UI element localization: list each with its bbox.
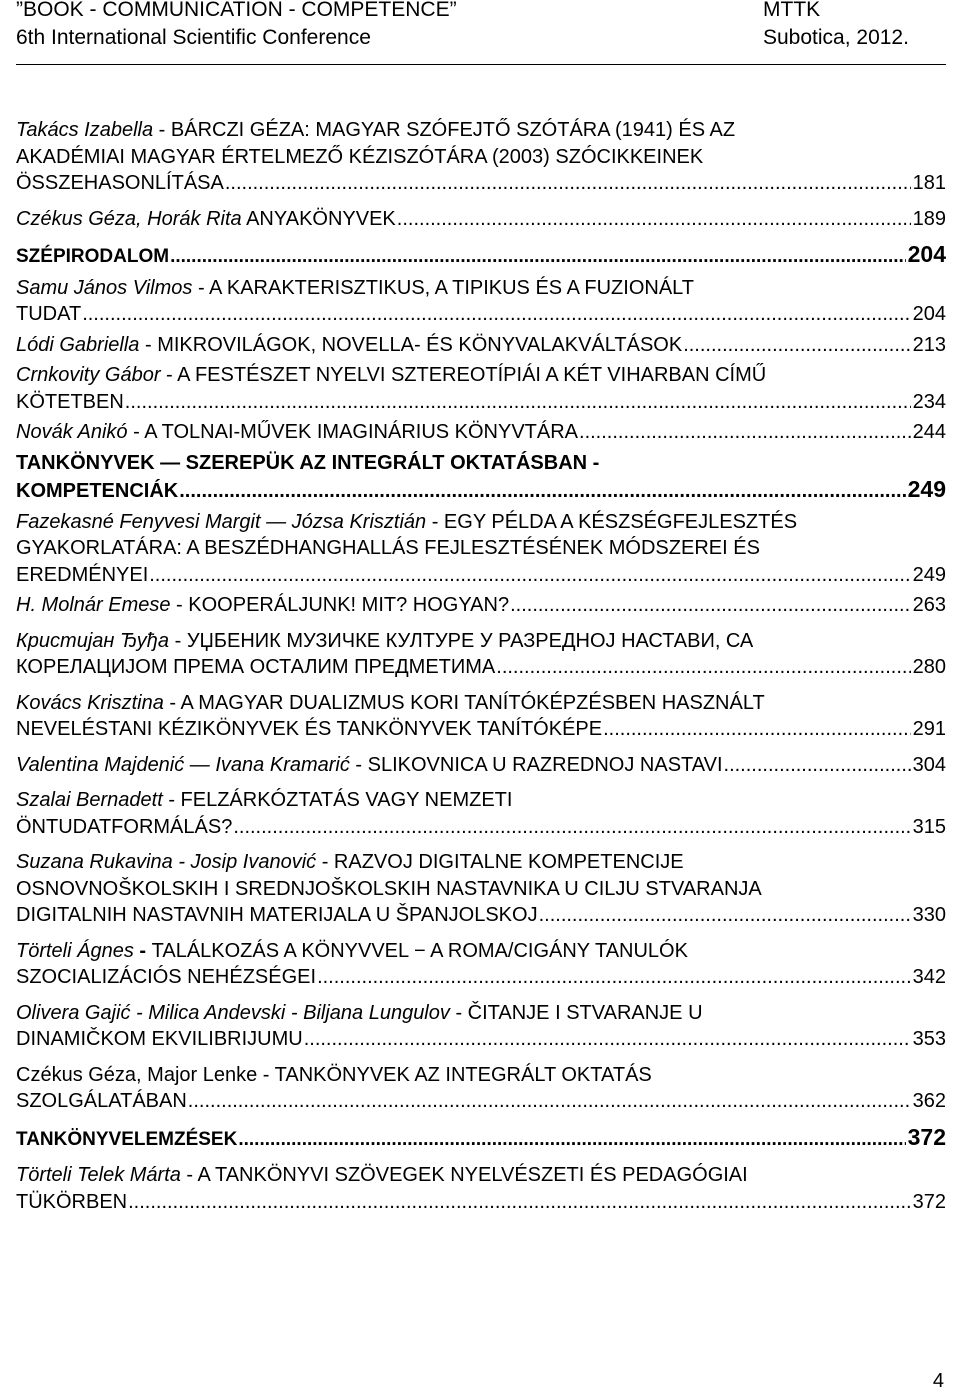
- toc-author: H. Molnár Emese: [16, 594, 171, 616]
- toc-author: Olivera Gajić - Milica Andevski - Biljana Lungulov: [16, 1001, 450, 1024]
- toc-entry[interactable]: [16, 332, 946, 359]
- toc-line-last: [16, 476, 946, 505]
- toc-entry[interactable]: [16, 752, 946, 779]
- toc-page-number: 342: [912, 966, 946, 988]
- toc-title-text: - A KARAKTERISZTIKUS, A TIPIKUS ÉS A FUZIONÁLT: [192, 276, 695, 299]
- toc-line: [16, 275, 946, 302]
- toc-line-last: [16, 389, 946, 416]
- toc-entry[interactable]: [16, 849, 946, 929]
- toc-line: [16, 362, 946, 389]
- dot-leader: [188, 1088, 911, 1115]
- toc-entry[interactable]: [16, 787, 946, 840]
- toc-line: [16, 849, 946, 876]
- toc-line: [16, 690, 946, 717]
- toc-line-last: [16, 1189, 946, 1216]
- toc-author: Czékus Géza, Horák Rita: [16, 207, 242, 230]
- toc-line: [16, 787, 946, 814]
- toc-line-text: [16, 902, 538, 929]
- toc-line-last: [16, 241, 946, 271]
- toc-line: [16, 938, 946, 965]
- toc-page-number: 330: [912, 904, 946, 926]
- toc-line-text: [16, 562, 148, 589]
- toc-title-text: - MIKROVILÁGOK, NOVELLA- ÉS KÖNYVALAKVÁLTÁSOK: [139, 333, 683, 356]
- toc-title-text: AKADÉMIAI MAGYAR ÉRTELMEZŐ KÉZISZÓTÁRA (2003) SZÓCIKKEINEK: [16, 145, 704, 168]
- toc-title-text: - SLIKOVNICA U RAZREDNOJ NASTAVI: [349, 753, 723, 776]
- toc-line: [16, 876, 946, 903]
- toc-line-text: [16, 1189, 127, 1216]
- toc-title-text: - УЏБЕНИК МУЗИЧКЕ КУЛТУРЕ У РАЗРЕДНОЈ НАСТАВИ, СА: [169, 629, 754, 652]
- toc-entry[interactable]: [16, 628, 946, 681]
- toc-title-text: - KOOPERÁLJUNK! MIT? HOGYAN?: [170, 594, 510, 616]
- toc-line: [16, 1000, 946, 1027]
- toc-line: [16, 535, 946, 562]
- toc-line-text: [16, 419, 578, 446]
- toc-line-text: [16, 332, 682, 359]
- toc-author: Crnkovity Gábor: [16, 364, 161, 386]
- toc-page-number: 362: [912, 1090, 946, 1112]
- toc-line: [16, 144, 946, 171]
- toc-line-text: [16, 716, 602, 743]
- toc-line: [16, 628, 946, 655]
- dot-leader: [724, 752, 911, 779]
- toc-title-text: SZOCIALIZÁCIÓS NEHÉZSÉGEI: [16, 966, 317, 988]
- toc-page-number: 204: [912, 303, 946, 325]
- toc-line-last: [16, 562, 946, 589]
- toc-title-text: TÜKÖRBEN: [16, 1190, 128, 1213]
- toc-title-text: Czékus Géza, Major Lenke: [16, 1063, 258, 1086]
- toc-line-last: [16, 1124, 946, 1154]
- toc-entry[interactable]: [16, 690, 946, 743]
- toc-entry[interactable]: [16, 938, 946, 991]
- toc-line-text: [16, 206, 396, 233]
- conference-subtitle: 6th International Scientific Conference: [16, 26, 371, 49]
- toc-title-text: - ČITANJE I STVARANJE U: [449, 1001, 703, 1024]
- toc-line: [16, 450, 946, 477]
- toc-line-last: [16, 964, 946, 991]
- toc-line-text: [16, 170, 224, 197]
- toc-page-number: 249: [907, 476, 946, 502]
- toc-section-heading[interactable]: [16, 241, 946, 271]
- toc-author: Кристијан Ђуђа: [16, 629, 170, 652]
- dot-leader: [579, 419, 911, 446]
- toc-page-number: 315: [912, 815, 946, 838]
- dot-leader: [304, 1026, 911, 1053]
- toc-title-text: - BÁRCZI GÉZA: MAGYAR SZÓFEJTŐ SZÓTÁRA (1941) ÉS AZ: [153, 119, 736, 141]
- toc-title-text: KOMPETENCIÁK: [16, 480, 179, 502]
- toc-section-heading[interactable]: [16, 1124, 946, 1154]
- toc-title-text: OSNOVNOŠKOLSKIH I SREDNJOŠKOLSKIH NASTAVNIKA U CILJU STVARANJA: [16, 877, 762, 900]
- toc-page-number: 291: [912, 718, 946, 740]
- toc-title-text: - TANKÖNYVEK AZ INTEGRÁLT OKTATÁS: [257, 1063, 652, 1086]
- toc-author: Fazekasné Fenyvesi Margit ― Józsa Krisztián: [16, 510, 427, 533]
- toc-title-text: - A MAGYAR DUALIZMUS KORI TANÍTÓKÉPZÉSBEN HASZNÁLT: [163, 691, 765, 714]
- toc-line-last: [16, 716, 946, 743]
- toc-line-text: [16, 592, 509, 619]
- toc-author: Samu János Vilmos: [16, 276, 193, 299]
- toc-line: [16, 1062, 946, 1089]
- toc-title-text: ÖNTUDATFORMÁLÁS?: [16, 815, 233, 838]
- dot-leader: [510, 592, 911, 619]
- toc-line-last: [16, 301, 946, 328]
- toc-page-number: 234: [912, 390, 946, 413]
- toc-entry[interactable]: [16, 592, 946, 619]
- toc-entry[interactable]: [16, 362, 946, 415]
- dot-leader: [539, 902, 911, 929]
- toc-entry[interactable]: [16, 1162, 946, 1215]
- toc-line-last: [16, 332, 946, 359]
- dot-leader: [128, 1189, 911, 1216]
- dot-leader: [170, 244, 906, 271]
- toc-title-text: DIGITALNIH NASTAVNIH MATERIJALA U ŠPANJOLSKOJ: [16, 904, 538, 926]
- toc-title-text: SZÉPIRODALOM: [16, 246, 170, 267]
- toc-line-text: [16, 814, 232, 841]
- toc-entry[interactable]: [16, 1062, 946, 1115]
- toc-title-text: КОРЕЛАЦИЈОМ ПРЕМА ОСТАЛИМ ПРЕДМЕТИМА: [16, 656, 496, 678]
- toc-author: Takács Izabella: [16, 119, 154, 141]
- toc-title-text: TUDAT: [16, 303, 82, 325]
- toc-page-number: 372: [912, 1190, 946, 1213]
- toc-title-text: - FELZÁRKÓZTATÁS VAGY NEMZETI: [162, 789, 513, 811]
- toc-title-text: - RAZVOJ DIGITALNE KOMPETENCIJE: [316, 851, 684, 873]
- toc-line-text: [16, 244, 169, 271]
- toc-title-text: SZOLGÁLATÁBAN: [16, 1090, 187, 1112]
- page-number: 4: [932, 1370, 944, 1392]
- toc-line-last: [16, 752, 946, 779]
- toc-line: [16, 117, 946, 144]
- toc-page-number: 181: [912, 172, 946, 194]
- toc-line-text: [16, 301, 81, 328]
- toc-title-text: ÖSSZEHASONLÍTÁSA: [16, 172, 224, 194]
- dot-leader: [125, 389, 911, 416]
- conference-location-date: Subotica, 2012.: [763, 26, 909, 49]
- toc-page-number: 280: [912, 656, 946, 678]
- toc-line-last: [16, 170, 946, 197]
- toc-line-text: [16, 1026, 303, 1053]
- toc-page-number: 249: [912, 563, 946, 586]
- toc-entry[interactable]: [16, 419, 946, 446]
- toc-line-text: [16, 964, 316, 991]
- dot-leader: [225, 170, 911, 197]
- toc-line-last: [16, 1088, 946, 1115]
- dot-leader: [317, 964, 911, 991]
- toc-title-text: - A TOLNAI-MŰVEK IMAGINÁRIUS KÖNYVTÁRA: [127, 421, 579, 443]
- toc-page-number: 372: [907, 1123, 946, 1150]
- toc-author: Lódi Gabriella: [16, 333, 140, 356]
- toc-page-number: 204: [907, 241, 946, 267]
- toc-entry[interactable]: [16, 1000, 946, 1053]
- dot-leader: [397, 206, 911, 233]
- toc-line-text: [16, 1088, 187, 1115]
- toc-author: Szalai Bernadett: [16, 789, 163, 811]
- toc-title-text: KÖTETBEN: [16, 390, 124, 413]
- toc-line: [16, 509, 946, 536]
- toc-line-last: [16, 206, 946, 233]
- dot-leader: [683, 332, 910, 359]
- toc-title-text: ANYAKÖNYVEK: [241, 207, 396, 230]
- toc-title-text: DINAMIČKOM EKVILIBRIJUMU: [16, 1028, 303, 1050]
- toc-line-last: [16, 592, 946, 619]
- toc-line-text: [16, 478, 178, 505]
- dot-leader: [149, 562, 910, 589]
- toc-author: Valentina Majdenić ― Ivana Kramarić: [16, 753, 350, 776]
- dot-leader: [179, 478, 905, 505]
- toc-title-text: NEVELÉSTANI KÉZIKÖNYVEK ÉS TANKÖNYVEK TANÍTÓKÉPE: [16, 718, 603, 740]
- toc-line: [16, 1162, 946, 1189]
- dot-leader: [82, 301, 910, 328]
- toc-title-text: TANKÖNYVELEMZÉSEK: [16, 1128, 238, 1150]
- dot-leader: [603, 716, 911, 743]
- conference-title: ”BOOK - COMMUNICATION - COMPETENCE”: [16, 0, 457, 21]
- toc-author: Törteli Telek Márta: [16, 1164, 181, 1186]
- toc-line-last: [16, 1026, 946, 1053]
- toc-line-last: [16, 902, 946, 929]
- toc-entry[interactable]: [16, 509, 946, 589]
- toc-title-text: - A FESTÉSZET NYELVI SZTEREOTÍPIÁI A KÉT VIHARBAN CÍMŰ: [160, 364, 767, 386]
- toc-line-last: [16, 654, 946, 681]
- table-of-contents: [16, 117, 946, 1215]
- toc-author: Kovács Krisztina: [16, 691, 164, 714]
- toc-line-text: [16, 1127, 237, 1154]
- toc-page-number: 304: [912, 753, 946, 776]
- toc-line-text: [16, 752, 723, 779]
- toc-page-number: 213: [912, 333, 946, 356]
- toc-title-text: - A TANKÖNYVI SZÖVEGEK NYELVÉSZETI ÉS PEDAGÓGIAI: [180, 1164, 748, 1186]
- toc-entry[interactable]: [16, 206, 946, 233]
- institution-name: MTTK: [763, 0, 821, 21]
- toc-author: Törteli Ágnes: [16, 939, 134, 962]
- toc-subsection-heading[interactable]: [16, 450, 946, 505]
- toc-entry[interactable]: [16, 117, 946, 197]
- dot-leader: [238, 1127, 905, 1154]
- toc-title-text: GYAKORLATÁRA: A BESZÉDHANGHALLÁS FEJLESZTÉSÉNEK MÓDSZEREI ÉS: [16, 537, 760, 559]
- toc-author: Novák Anikó: [16, 421, 128, 443]
- toc-line-text: [16, 654, 495, 681]
- header-divider: [16, 64, 946, 65]
- toc-page-number: 244: [912, 421, 946, 443]
- toc-separator: -: [133, 939, 152, 962]
- toc-page-number: 263: [912, 594, 946, 616]
- toc-page-number: 353: [912, 1028, 946, 1050]
- toc-title-text: TANKÖNYVEK ― SZEREPÜK AZ INTEGRÁLT OKTATÁSBAN -: [16, 451, 600, 474]
- toc-author: Suzana Rukavina - Josip Ivanović: [16, 851, 317, 873]
- toc-title-text: TALÁLKOZÁS A KÖNYVVEL − A ROMA/CIGÁNY TANULÓK: [151, 939, 688, 962]
- dot-leader: [233, 814, 910, 841]
- toc-line-text: [16, 389, 124, 416]
- toc-title-text: EREDMÉNYEI: [16, 563, 149, 586]
- toc-entry[interactable]: [16, 275, 946, 328]
- toc-title-text: - EGY PÉLDA A KÉSZSÉGFEJLESZTÉS: [426, 510, 798, 533]
- page-header: [0, 0, 960, 60]
- toc-line-last: [16, 814, 946, 841]
- toc-page-number: 189: [912, 207, 946, 230]
- dot-leader: [496, 654, 910, 681]
- toc-line-last: [16, 419, 946, 446]
